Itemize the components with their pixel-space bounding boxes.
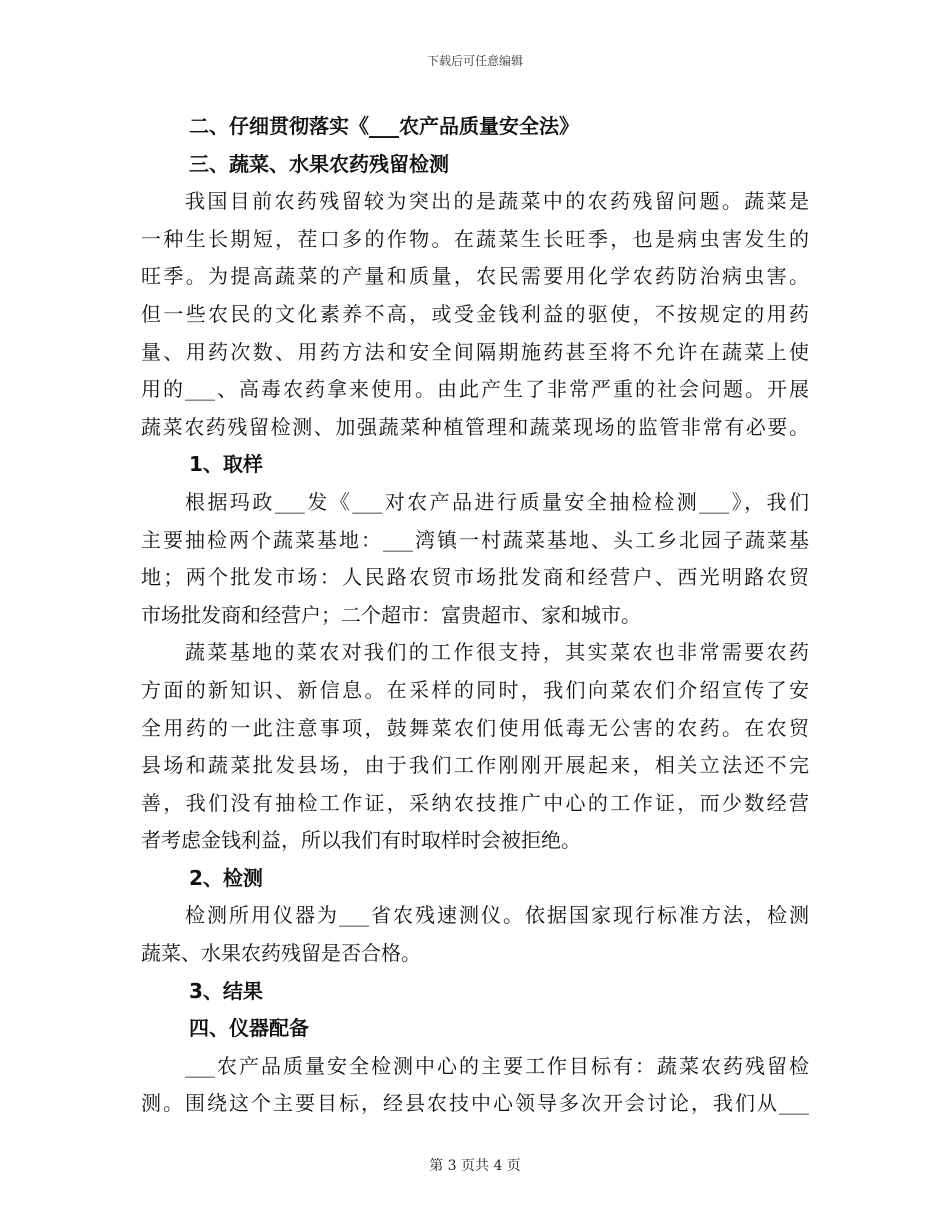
paragraph-line: 者考虑金钱利益，所以我们有时取样时会被拒绝。 [141,828,581,853]
paragraph-line: 县场和蔬菜批发县场，由于我们工作刚刚开展起来，相关立法还不完 [141,753,809,778]
section-heading: 三、蔬菜、水果农药残留检测 [189,151,449,176]
paragraph-line: ___农产品质量安全检测中心的主要工作目标有：蔬菜农药残留检 [185,1053,809,1078]
paragraph-line: 我国目前农药残留较为突出的是蔬菜中的农药残留问题。蔬菜是 [185,189,809,214]
page-footer: 第 3 页共 4 页 [429,1158,521,1174]
paragraph-line: 用的___、高毒农药拿来使用。由此产生了非常严重的社会问题。开展 [141,377,809,402]
subsection-heading: 2、检测 [189,865,263,890]
paragraph-line: 检测所用仪器为___省农残速测仪。依据国家现行标准方法，检测 [185,903,809,928]
paragraph-line: 市场批发商和经营户；二个超市：富贵超市、家和城市。 [141,602,641,627]
paragraph-line: 但一些农民的文化素养不高，或受金钱利益的驱使，不按规定的用药 [141,301,809,326]
paragraph-line: 测。围绕这个主要目标，经县农技中心领导多次开会讨论，我们从___ [141,1091,809,1116]
paragraph-line: 蔬菜农药残留检测、加强蔬菜种植管理和蔬菜现场的监管非常有必要。 [141,414,809,439]
paragraph-line: 善，我们没有抽检工作证，采纳农技推广中心的工作证，而少数经营 [141,790,809,815]
paragraph-line: 蔬菜基地的菜农对我们的工作很支持，其实菜农也非常需要农药 [185,640,809,665]
paragraph-line: 一种生长期短，茬口多的作物。在蔬菜生长旺季，也是病虫害发生的 [141,226,809,251]
subsection-heading: 1、取样 [189,452,263,477]
paragraph-line: 全用药的一此注意事项，鼓舞菜农们使用低毒无公害的农药。在农贸 [141,715,809,740]
document-body [141,108,809,1123]
section-heading: 四、仪器配备 [189,1016,309,1041]
paragraph-line: 量、用药次数、用药方法和安全间隔期施药甚至将不允许在蔬菜上使 [141,339,809,364]
paragraph-line: 根据玛政___发《___对农产品进行质量安全抽检检测___》，我们 [185,489,809,514]
subsection-heading: 3、结果 [189,978,263,1003]
page-header: 下载后可任意编辑 [426,54,523,68]
paragraph-line: 地；两个批发市场：人民路农贸市场批发商和经营户、西光明路农贸 [141,565,809,590]
paragraph-line: 方面的新知识、新信息。在采样的同时，我们向菜农们介绍宣传了安 [141,677,809,702]
paragraph-line: 旺季。为提高蔬菜的产量和质量，农民需要用化学农药防治病虫害。 [141,264,809,289]
section-heading: 二、仔细贯彻落实《___农产品质量安全法》 [189,114,579,138]
paragraph-line: 蔬菜、水果农药残留是否合格。 [141,941,421,966]
paragraph-line: 主要抽检两个蔬菜基地：___湾镇一村蔬菜基地、头工乡北园子蔬菜基 [141,527,809,552]
